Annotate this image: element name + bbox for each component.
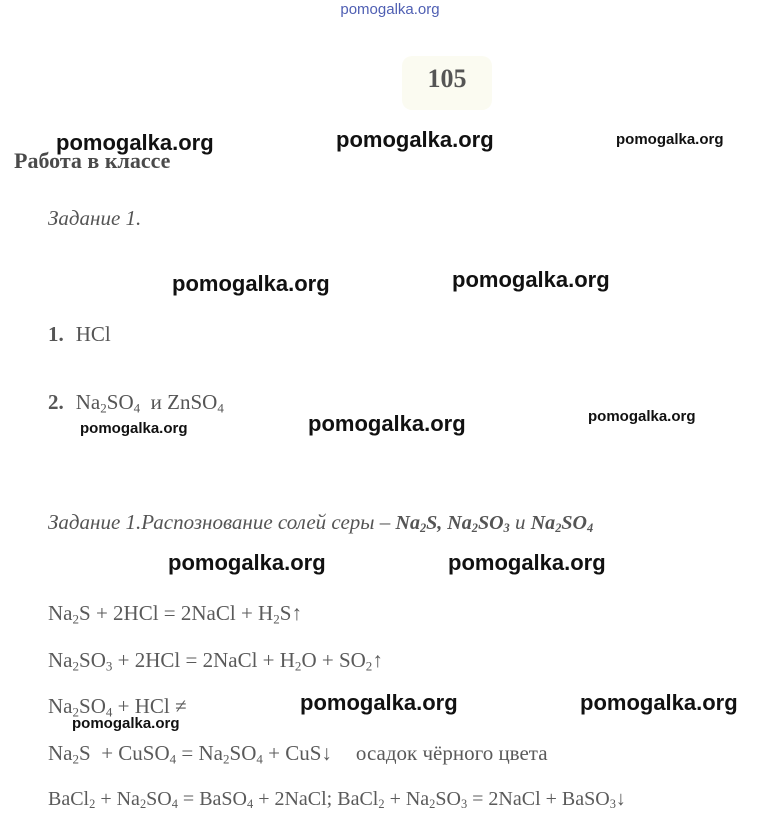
formula-sub: 2 (100, 400, 107, 416)
precipitate-arrow-icon: ↓ (615, 788, 626, 810)
eq-part: SO (229, 741, 257, 765)
watermark: pomogalka.org (448, 550, 606, 575)
conjunction: и (509, 510, 531, 534)
equation-1 (48, 601, 302, 626)
eq-part: SO (79, 648, 106, 672)
eq-sub: 4 (169, 751, 177, 767)
eq-part: Na (48, 694, 73, 718)
eq-sub: 4 (171, 797, 178, 812)
eq-part: + 2HCl = 2NaCl + H (112, 648, 295, 672)
eq-part: SO (146, 788, 172, 810)
eq-part: S (279, 601, 292, 625)
eq-part: + CuS (262, 741, 322, 765)
task-2-prefix: Задание 1.Распознование солей серы – (48, 510, 396, 534)
formula-part: Na (447, 512, 472, 534)
formula-sub: 4 (586, 521, 594, 536)
eq-sub: 4 (105, 704, 113, 720)
precipitate-note: осадок чёрного цвета (355, 741, 548, 765)
watermark: pomogalka.org (168, 550, 326, 575)
eq-part: S + CuSO (79, 741, 170, 765)
eq-sub: 2 (223, 751, 230, 767)
task-1-title: Задание 1. (48, 206, 142, 230)
formula-part: SO (106, 390, 134, 414)
answer-item-2 (48, 390, 224, 415)
eq-sub: 4 (256, 751, 263, 767)
gas-arrow-icon: ↑ (291, 601, 302, 625)
formula-part: SO (477, 512, 504, 534)
eq-part: O + SO (301, 648, 366, 672)
eq-sub: 2 (139, 797, 147, 812)
eq-sub: 2 (365, 658, 373, 674)
answer-number: 1. (48, 322, 64, 346)
eq-part: Na (48, 601, 73, 625)
formula-part: S, (426, 512, 448, 534)
eq-part: Na (48, 648, 73, 672)
task-2-title (48, 510, 593, 535)
eq-sub: 2 (72, 751, 80, 767)
top-watermark: pomogalka.org (340, 1, 440, 18)
equation-2 (48, 648, 383, 673)
eq-part: + Na (384, 788, 430, 810)
watermark: pomogalka.org (336, 127, 494, 152)
eq-sub: 2 (429, 797, 436, 812)
formula-sub: 2 (471, 521, 478, 536)
formula-part: Na (530, 512, 556, 534)
eq-sub: 2 (89, 797, 96, 812)
eq-sub: 3 (105, 658, 113, 674)
watermark: pomogalka.org (308, 411, 466, 436)
answer-text: HCl (75, 322, 111, 346)
formula-sub: 4 (133, 400, 141, 416)
eq-part: S + 2HCl = 2NaCl + H (79, 601, 274, 625)
formula-part: ZnSO (167, 390, 218, 414)
conjunction: и (150, 390, 162, 414)
formula-part: Na (75, 390, 101, 414)
watermark: pomogalka.org (72, 715, 180, 732)
equation-4 (48, 741, 548, 766)
section-title: Работа в классе (14, 148, 171, 173)
eq-sub: 4 (246, 797, 254, 812)
eq-sub: 2 (378, 797, 385, 812)
watermark: pomogalka.org (56, 130, 214, 155)
formula-sub: 4 (217, 400, 224, 416)
watermark: pomogalka.org (452, 267, 610, 292)
eq-sub: 3 (609, 797, 616, 812)
gas-arrow-icon: ↑ (372, 648, 383, 672)
equation-5 (48, 788, 626, 811)
eq-sub: 2 (273, 611, 280, 627)
eq-sub: 2 (72, 611, 80, 627)
precipitate-arrow-icon: ↓ (321, 741, 332, 765)
eq-part: = Na (176, 741, 223, 765)
eq-part: BaCl (48, 788, 90, 810)
formula-sub: 3 (503, 521, 510, 536)
eq-part: Na (48, 741, 73, 765)
watermark: pomogalka.org (172, 271, 330, 296)
eq-part: + HCl ≠ (112, 694, 187, 718)
eq-sub: 2 (294, 658, 302, 674)
watermark: pomogalka.org (588, 408, 696, 425)
page-number: 105 (402, 56, 492, 110)
eq-part: SO (435, 788, 461, 810)
formula-sub: 2 (555, 521, 562, 536)
eq-sub: 3 (460, 797, 468, 812)
watermark: pomogalka.org (80, 420, 188, 437)
eq-part: = BaSO (177, 788, 247, 810)
formula-part: SO (561, 512, 587, 534)
eq-part: = 2NaCl + BaSO (467, 788, 610, 810)
eq-part: SO (79, 694, 106, 718)
answer-item-1 (48, 322, 111, 347)
eq-part: + 2NaCl; BaCl (253, 788, 379, 810)
watermark: pomogalka.org (616, 131, 724, 148)
watermark: pomogalka.org (300, 690, 458, 715)
formula-sub: 2 (419, 521, 427, 536)
answer-number: 2. (48, 390, 64, 414)
formula-part: Na (395, 512, 420, 534)
eq-sub: 2 (72, 704, 80, 720)
eq-part: + Na (95, 788, 140, 810)
eq-sub: 2 (72, 658, 80, 674)
watermark: pomogalka.org (580, 690, 738, 715)
